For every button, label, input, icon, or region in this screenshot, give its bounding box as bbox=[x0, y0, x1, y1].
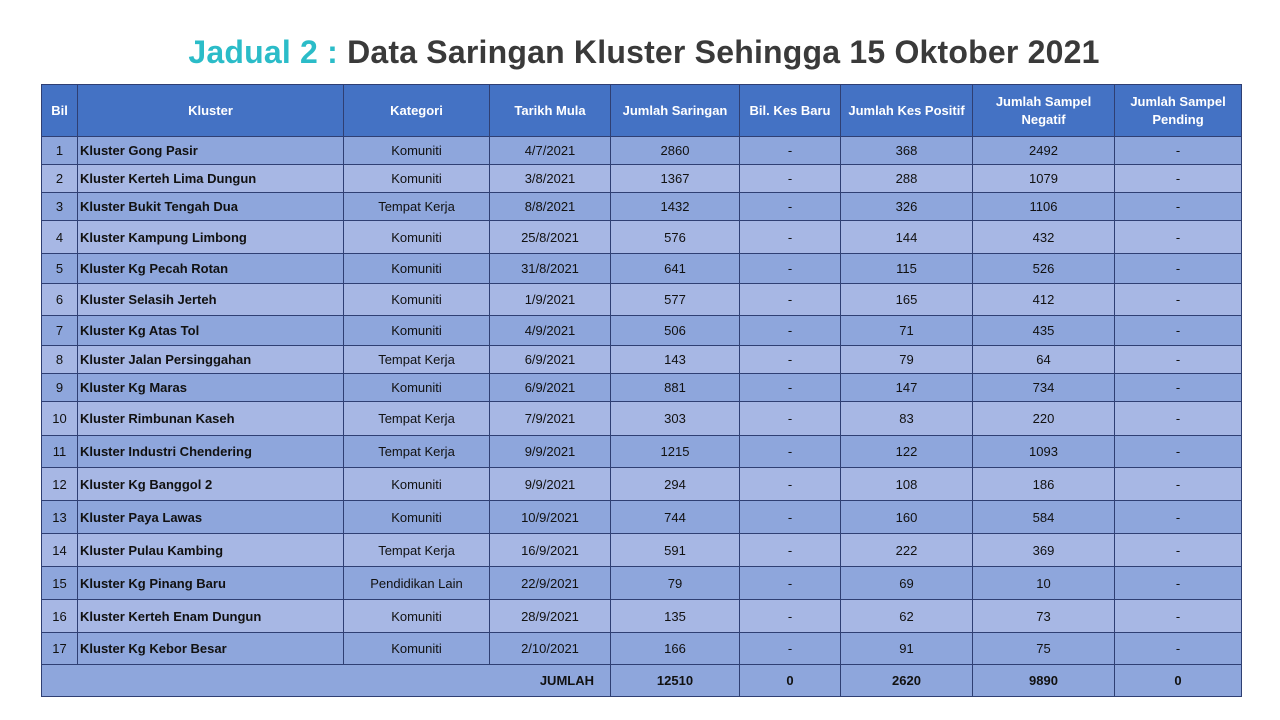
table-header-row bbox=[42, 85, 1242, 137]
cell-bil-kes-baru: - bbox=[740, 254, 841, 284]
cell-jumlah-sampel-pending: - bbox=[1115, 600, 1242, 633]
cell-tarikh-mula: 6/9/2021 bbox=[490, 346, 611, 374]
cell-jumlah-kes-positif: 222 bbox=[841, 534, 973, 567]
cell-bil: 14 bbox=[42, 534, 78, 567]
cell-kluster: Kluster Gong Pasir bbox=[78, 137, 344, 165]
table-row bbox=[42, 600, 1242, 633]
cell-bil: 17 bbox=[42, 633, 78, 665]
table-row bbox=[42, 193, 1242, 221]
cell-jumlah-kes-positif: 368 bbox=[841, 137, 973, 165]
cell-jumlah-sampel-negatif: 584 bbox=[973, 501, 1115, 534]
cell-jumlah-saringan: 79 bbox=[611, 567, 740, 600]
cell-kluster: Kluster Kg Kebor Besar bbox=[78, 633, 344, 665]
cell-bil-kes-baru: - bbox=[740, 165, 841, 193]
cell-kluster: Kluster Kerteh Enam Dungun bbox=[78, 600, 344, 633]
cell-bil-kes-baru: - bbox=[740, 193, 841, 221]
cell-jumlah-kes-positif: 71 bbox=[841, 316, 973, 346]
cell-bil: 6 bbox=[42, 284, 78, 316]
cell-tarikh-mula: 9/9/2021 bbox=[490, 436, 611, 468]
cell-kategori: Tempat Kerja bbox=[344, 346, 490, 374]
cell-bil: 12 bbox=[42, 468, 78, 501]
table-row bbox=[42, 254, 1242, 284]
cell-kluster: Kluster Kg Pecah Rotan bbox=[78, 254, 344, 284]
cluster-table bbox=[41, 84, 1242, 697]
cell-jumlah-sampel-pending: - bbox=[1115, 346, 1242, 374]
cell-kluster: Kluster Kg Atas Tol bbox=[78, 316, 344, 346]
cell-bil: 9 bbox=[42, 374, 78, 402]
header-jumlah-sampel-pending: Jumlah Sampel Pending bbox=[1115, 85, 1242, 137]
cell-jumlah-sampel-negatif: 734 bbox=[973, 374, 1115, 402]
cell-bil-kes-baru: - bbox=[740, 633, 841, 665]
cell-jumlah-sampel-negatif: 1106 bbox=[973, 193, 1115, 221]
cell-jumlah-sampel-pending: - bbox=[1115, 501, 1242, 534]
cell-bil: 2 bbox=[42, 165, 78, 193]
cell-jumlah-sampel-pending: - bbox=[1115, 633, 1242, 665]
cell-kategori: Pendidikan Lain bbox=[344, 567, 490, 600]
cell-bil-kes-baru: - bbox=[740, 534, 841, 567]
cell-tarikh-mula: 9/9/2021 bbox=[490, 468, 611, 501]
table-row bbox=[42, 284, 1242, 316]
cell-jumlah-saringan: 577 bbox=[611, 284, 740, 316]
cell-jumlah-sampel-pending: - bbox=[1115, 165, 1242, 193]
cell-jumlah-sampel-negatif: 526 bbox=[973, 254, 1115, 284]
total-jumlah-kes-positif: 2620 bbox=[841, 665, 973, 697]
header-kluster: Kluster bbox=[78, 85, 344, 137]
cell-tarikh-mula: 16/9/2021 bbox=[490, 534, 611, 567]
table-body bbox=[42, 137, 1242, 665]
cell-bil: 11 bbox=[42, 436, 78, 468]
cell-kategori: Tempat Kerja bbox=[344, 534, 490, 567]
cell-jumlah-sampel-negatif: 412 bbox=[973, 284, 1115, 316]
cell-bil-kes-baru: - bbox=[740, 402, 841, 436]
cell-jumlah-sampel-pending: - bbox=[1115, 436, 1242, 468]
cell-kluster: Kluster Paya Lawas bbox=[78, 501, 344, 534]
total-label: JUMLAH bbox=[42, 665, 611, 697]
cell-jumlah-saringan: 294 bbox=[611, 468, 740, 501]
cell-jumlah-saringan: 2860 bbox=[611, 137, 740, 165]
cell-kluster: Kluster Rimbunan Kaseh bbox=[78, 402, 344, 436]
table-row bbox=[42, 436, 1242, 468]
cell-kategori: Komuniti bbox=[344, 633, 490, 665]
cell-jumlah-saringan: 1215 bbox=[611, 436, 740, 468]
cell-bil-kes-baru: - bbox=[740, 501, 841, 534]
header-kategori: Kategori bbox=[344, 85, 490, 137]
cell-jumlah-saringan: 143 bbox=[611, 346, 740, 374]
total-jumlah-saringan: 12510 bbox=[611, 665, 740, 697]
cell-jumlah-sampel-negatif: 1093 bbox=[973, 436, 1115, 468]
cell-jumlah-saringan: 744 bbox=[611, 501, 740, 534]
cell-bil: 15 bbox=[42, 567, 78, 600]
cell-tarikh-mula: 10/9/2021 bbox=[490, 501, 611, 534]
title-prefix: Jadual 2 : bbox=[188, 34, 338, 70]
cell-kategori: Komuniti bbox=[344, 284, 490, 316]
cell-kategori: Komuniti bbox=[344, 254, 490, 284]
cell-tarikh-mula: 31/8/2021 bbox=[490, 254, 611, 284]
cell-jumlah-sampel-negatif: 75 bbox=[973, 633, 1115, 665]
header-tarikh-mula: Tarikh Mula bbox=[490, 85, 611, 137]
cell-kategori: Komuniti bbox=[344, 374, 490, 402]
header-jumlah-sampel-negatif: Jumlah Sampel Negatif bbox=[973, 85, 1115, 137]
cell-bil-kes-baru: - bbox=[740, 137, 841, 165]
table-row bbox=[42, 316, 1242, 346]
header-bil-kes-baru: Bil. Kes Baru bbox=[740, 85, 841, 137]
total-bil-kes-baru: 0 bbox=[740, 665, 841, 697]
cell-jumlah-sampel-negatif: 432 bbox=[973, 221, 1115, 254]
header-jumlah-saringan: Jumlah Saringan bbox=[611, 85, 740, 137]
cell-kategori: Komuniti bbox=[344, 468, 490, 501]
cell-jumlah-sampel-negatif: 1079 bbox=[973, 165, 1115, 193]
cell-kategori: Tempat Kerja bbox=[344, 436, 490, 468]
table-row bbox=[42, 534, 1242, 567]
cell-jumlah-kes-positif: 144 bbox=[841, 221, 973, 254]
cell-tarikh-mula: 7/9/2021 bbox=[490, 402, 611, 436]
table-row bbox=[42, 567, 1242, 600]
cell-jumlah-sampel-pending: - bbox=[1115, 534, 1242, 567]
cell-jumlah-kes-positif: 288 bbox=[841, 165, 973, 193]
cell-bil: 3 bbox=[42, 193, 78, 221]
cell-bil: 1 bbox=[42, 137, 78, 165]
cell-bil: 16 bbox=[42, 600, 78, 633]
cell-bil-kes-baru: - bbox=[740, 567, 841, 600]
cell-kluster: Kluster Jalan Persinggahan bbox=[78, 346, 344, 374]
table-row bbox=[42, 346, 1242, 374]
table-row bbox=[42, 633, 1242, 665]
cell-jumlah-sampel-pending: - bbox=[1115, 402, 1242, 436]
page-title bbox=[0, 34, 1280, 71]
cell-jumlah-kes-positif: 108 bbox=[841, 468, 973, 501]
cell-jumlah-sampel-pending: - bbox=[1115, 254, 1242, 284]
cell-jumlah-sampel-pending: - bbox=[1115, 567, 1242, 600]
cell-bil: 8 bbox=[42, 346, 78, 374]
cell-jumlah-sampel-pending: - bbox=[1115, 284, 1242, 316]
table-row bbox=[42, 402, 1242, 436]
cell-jumlah-sampel-negatif: 369 bbox=[973, 534, 1115, 567]
cell-kluster: Kluster Kg Pinang Baru bbox=[78, 567, 344, 600]
cell-bil-kes-baru: - bbox=[740, 221, 841, 254]
cell-jumlah-sampel-pending: - bbox=[1115, 221, 1242, 254]
cell-tarikh-mula: 22/9/2021 bbox=[490, 567, 611, 600]
table-row bbox=[42, 501, 1242, 534]
cell-kategori: Tempat Kerja bbox=[344, 402, 490, 436]
cell-kluster: Kluster Industri Chendering bbox=[78, 436, 344, 468]
cell-kluster: Kluster Kampung Limbong bbox=[78, 221, 344, 254]
cell-jumlah-kes-positif: 115 bbox=[841, 254, 973, 284]
cell-bil-kes-baru: - bbox=[740, 468, 841, 501]
cell-jumlah-kes-positif: 83 bbox=[841, 402, 973, 436]
cell-kategori: Komuniti bbox=[344, 221, 490, 254]
cell-jumlah-sampel-negatif: 220 bbox=[973, 402, 1115, 436]
cell-jumlah-saringan: 641 bbox=[611, 254, 740, 284]
cell-jumlah-sampel-pending: - bbox=[1115, 374, 1242, 402]
cell-jumlah-sampel-pending: - bbox=[1115, 193, 1242, 221]
cell-tarikh-mula: 28/9/2021 bbox=[490, 600, 611, 633]
header-jumlah-kes-positif: Jumlah Kes Positif bbox=[841, 85, 973, 137]
cell-jumlah-kes-positif: 122 bbox=[841, 436, 973, 468]
header-bil: Bil bbox=[42, 85, 78, 137]
cell-tarikh-mula: 2/10/2021 bbox=[490, 633, 611, 665]
cell-kategori: Komuniti bbox=[344, 165, 490, 193]
cell-jumlah-kes-positif: 160 bbox=[841, 501, 973, 534]
cell-bil: 13 bbox=[42, 501, 78, 534]
table-total-row bbox=[42, 665, 1242, 697]
cell-jumlah-saringan: 135 bbox=[611, 600, 740, 633]
cell-bil-kes-baru: - bbox=[740, 284, 841, 316]
cell-jumlah-sampel-negatif: 2492 bbox=[973, 137, 1115, 165]
cell-jumlah-saringan: 576 bbox=[611, 221, 740, 254]
cell-jumlah-kes-positif: 62 bbox=[841, 600, 973, 633]
cell-kluster: Kluster Bukit Tengah Dua bbox=[78, 193, 344, 221]
cell-bil: 4 bbox=[42, 221, 78, 254]
cell-jumlah-sampel-negatif: 10 bbox=[973, 567, 1115, 600]
cell-jumlah-sampel-pending: - bbox=[1115, 468, 1242, 501]
cell-jumlah-saringan: 1367 bbox=[611, 165, 740, 193]
cell-tarikh-mula: 3/8/2021 bbox=[490, 165, 611, 193]
table-row bbox=[42, 374, 1242, 402]
cell-kluster: Kluster Selasih Jerteh bbox=[78, 284, 344, 316]
cell-tarikh-mula: 4/7/2021 bbox=[490, 137, 611, 165]
cell-bil-kes-baru: - bbox=[740, 316, 841, 346]
cell-jumlah-sampel-negatif: 186 bbox=[973, 468, 1115, 501]
cell-bil: 5 bbox=[42, 254, 78, 284]
cell-bil: 10 bbox=[42, 402, 78, 436]
cell-kategori: Tempat Kerja bbox=[344, 193, 490, 221]
table-row bbox=[42, 468, 1242, 501]
cell-bil-kes-baru: - bbox=[740, 600, 841, 633]
table-row bbox=[42, 221, 1242, 254]
cell-jumlah-sampel-negatif: 435 bbox=[973, 316, 1115, 346]
cell-jumlah-saringan: 303 bbox=[611, 402, 740, 436]
cell-tarikh-mula: 25/8/2021 bbox=[490, 221, 611, 254]
cell-jumlah-saringan: 506 bbox=[611, 316, 740, 346]
cell-kluster: Kluster Kg Banggol 2 bbox=[78, 468, 344, 501]
cell-tarikh-mula: 1/9/2021 bbox=[490, 284, 611, 316]
cell-bil-kes-baru: - bbox=[740, 374, 841, 402]
total-jumlah-sampel-pending: 0 bbox=[1115, 665, 1242, 697]
cell-jumlah-kes-positif: 91 bbox=[841, 633, 973, 665]
cell-bil: 7 bbox=[42, 316, 78, 346]
cell-jumlah-sampel-negatif: 73 bbox=[973, 600, 1115, 633]
cell-kategori: Komuniti bbox=[344, 600, 490, 633]
cell-jumlah-saringan: 1432 bbox=[611, 193, 740, 221]
table-row bbox=[42, 137, 1242, 165]
cell-bil-kes-baru: - bbox=[740, 436, 841, 468]
cell-tarikh-mula: 8/8/2021 bbox=[490, 193, 611, 221]
cell-kluster: Kluster Kerteh Lima Dungun bbox=[78, 165, 344, 193]
cell-jumlah-kes-positif: 147 bbox=[841, 374, 973, 402]
cell-kluster: Kluster Kg Maras bbox=[78, 374, 344, 402]
cell-jumlah-saringan: 591 bbox=[611, 534, 740, 567]
cell-kategori: Komuniti bbox=[344, 501, 490, 534]
title-text: Data Saringan Kluster Sehingga 15 Oktober 2021 bbox=[347, 34, 1100, 70]
cell-tarikh-mula: 4/9/2021 bbox=[490, 316, 611, 346]
cell-jumlah-sampel-pending: - bbox=[1115, 316, 1242, 346]
cell-kategori: Komuniti bbox=[344, 137, 490, 165]
cell-jumlah-saringan: 166 bbox=[611, 633, 740, 665]
total-jumlah-sampel-negatif: 9890 bbox=[973, 665, 1115, 697]
cell-bil-kes-baru: - bbox=[740, 346, 841, 374]
cell-jumlah-kes-positif: 69 bbox=[841, 567, 973, 600]
cell-jumlah-saringan: 881 bbox=[611, 374, 740, 402]
cell-jumlah-sampel-pending: - bbox=[1115, 137, 1242, 165]
table-row bbox=[42, 165, 1242, 193]
cell-kluster: Kluster Pulau Kambing bbox=[78, 534, 344, 567]
cell-tarikh-mula: 6/9/2021 bbox=[490, 374, 611, 402]
cell-jumlah-sampel-negatif: 64 bbox=[973, 346, 1115, 374]
cell-kategori: Komuniti bbox=[344, 316, 490, 346]
cell-jumlah-kes-positif: 79 bbox=[841, 346, 973, 374]
cell-jumlah-kes-positif: 165 bbox=[841, 284, 973, 316]
cell-jumlah-kes-positif: 326 bbox=[841, 193, 973, 221]
